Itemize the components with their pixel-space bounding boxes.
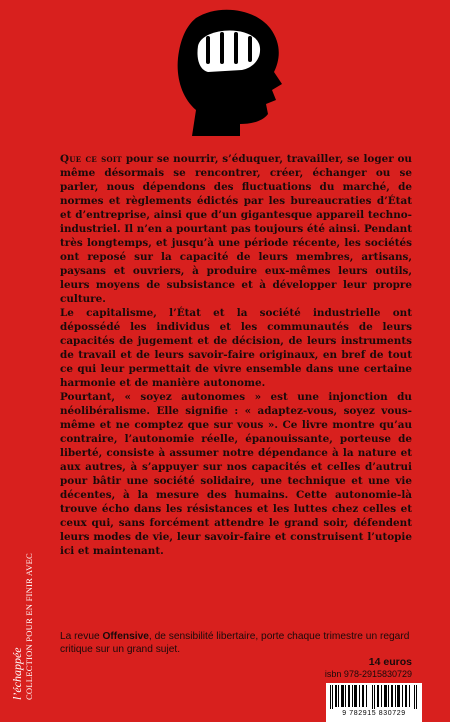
revue-prefix: La revue <box>60 631 103 642</box>
publisher-logo: l’échappée <box>10 647 24 700</box>
paragraph-2: Le capitalisme, l’État et la société industrielle ont dépossédé les individus et les communautés de leurs capacités de jugement et de décision, de leurs instruments de travail et de leurs savoir-faire originaux, en bref de tout ce qui leur permettait de vivre ensemble dans une certaine harmonie et de manière autonome. <box>60 307 412 389</box>
revue-name: Offensive <box>102 631 149 642</box>
revue-note <box>60 630 412 656</box>
revue-suffix: , de sensibilité libertaire, porte chaque trimestre un regard critique sur un grand sujet. <box>60 631 410 655</box>
raised-fist-head-icon <box>162 6 286 136</box>
spine-collection-label: COLLECTION POUR EN FINIR AVEC <box>24 553 34 700</box>
barcode-digits: 9 782915 830729 <box>342 710 406 717</box>
barcode-bars-icon <box>326 683 422 709</box>
back-cover-blurb <box>60 152 412 558</box>
price: 14 euros <box>368 656 412 668</box>
paragraph-1-text: pour se nourrir, s’éduquer, travailler, se loger ou même désormais se rencontrer, créer, échanger ou se parler, nous dépendons des fluctuations du marché, de normes et règlements édictés par les bureaucraties d’État et d’entreprise, ainsi que d’un gigantesque appareil techno-industriel. Il n’en a pourtant pas toujours été ainsi. Pendant très longtemps, et jusqu’à une période récente, les sociétés ont reposé sur la capacité de leurs membres, artisans, paysans et ouvriers, à produire eux-mêmes leurs outils, leurs moyens de subsistance et à développer leur propre culture. <box>60 153 412 305</box>
paragraph-3: Pourtant, « soyez autonomes » est une injonction du néolibéralisme. Elle signifie : « adaptez-vous, soyez vous-même et ne comptez que sur vous ». Ce livre montre qu’au contraire, l’autonomie réelle, épanouissante, porteuse de liberté, consiste à assumer notre dépendance à la nature et aux autres, à s’appuyer sur nos capacités et celles d’autrui pour bâtir une société solidaire, une technique et une vie décentes, à la mesure des humains. Cette autonomie-là trouve écho dans les résistances et les luttes chez celles et ceux qui, sans forcément attendre le grand soir, défendent leurs modes de vie, leur savoir-faire et construisent l’utopie ici et maintenant. <box>60 391 412 557</box>
isbn: isbn 978-2915830729 <box>324 669 412 679</box>
paragraph-1 <box>60 152 412 306</box>
paragraph-1-lead: Que ce soit <box>60 153 122 165</box>
